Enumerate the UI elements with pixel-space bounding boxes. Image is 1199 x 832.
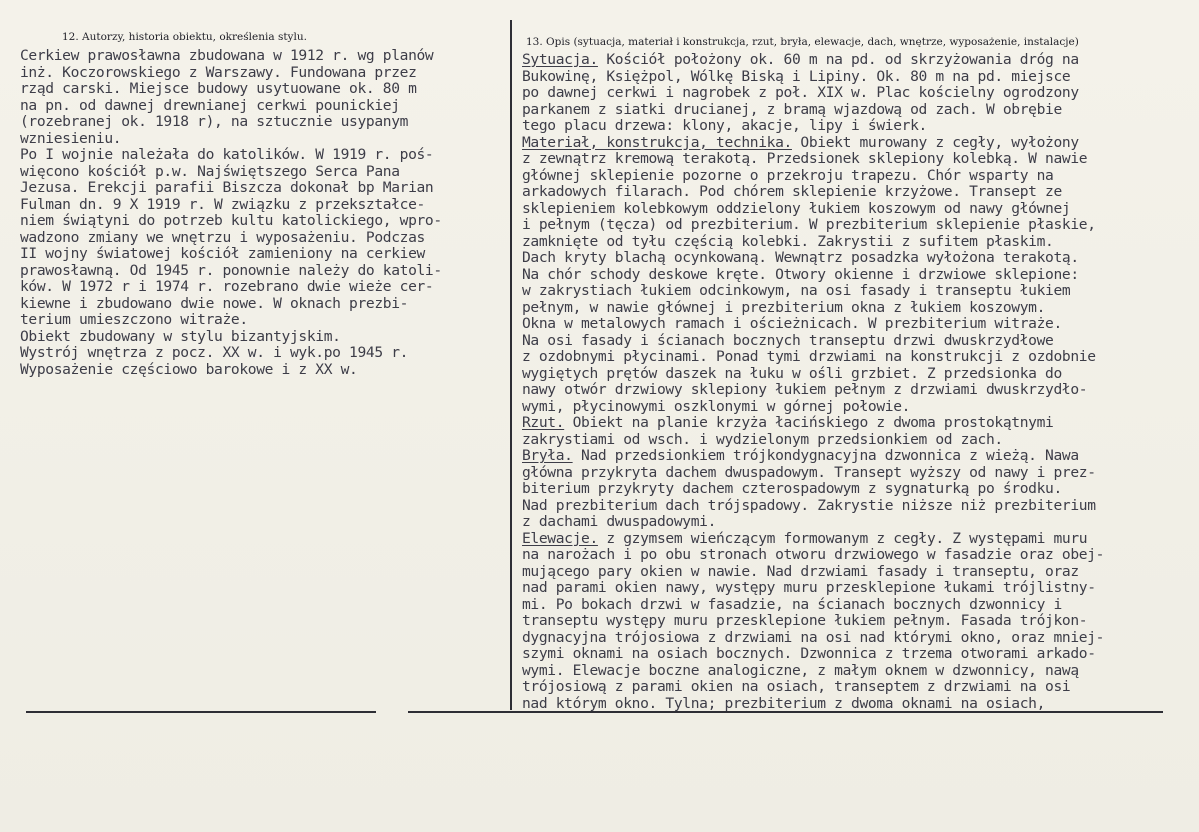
text-line <box>522 597 1192 614</box>
line-text: Bukowinę, Księżpol, Wólkę Biską i Lipiny. Ok. 80 m na pd. miejsce <box>522 67 1071 85</box>
text-line: na pn. od dawnej drewnianej cerkwi pounickiej <box>20 96 400 114</box>
line-text: mi. Po bokach drzwi w fasadzie, na ścianach bocznych dzwonnicy i <box>522 595 1062 613</box>
text-line <box>522 630 1192 647</box>
line-text: pełnym, w nawie głównej i prezbiterium okna z łukiem koszowym. <box>522 298 1046 316</box>
line-text: trójosiową z parami okien na osiach, transeptem z drzwiami na osi <box>522 678 1071 695</box>
text-line: Cerkiew prawosławna zbudowana w 1912 r. wg planów <box>20 47 434 64</box>
line-text: nad którym okno. Tylna; prezbiterium z dwoma oknami na osiach, <box>522 694 1046 712</box>
bottom-rule-left <box>26 711 376 713</box>
text-line: ków. W 1972 r i 1974 r. rozebrano dwie wieże cer- <box>20 278 434 295</box>
text-line <box>522 250 1192 267</box>
text-line <box>522 448 1192 465</box>
text-line <box>522 366 1192 383</box>
subsection-heading: Bryła. <box>522 447 573 464</box>
line-text: nad parami okien nawy, występy muru przesklepione łukami trójlistny- <box>522 579 1096 596</box>
text-line <box>522 267 1192 284</box>
line-text: sklepieniem kolebkowym oddzielony łukiem koszowym od nawy głównej <box>522 199 1071 217</box>
text-line <box>522 481 1192 498</box>
bottom-rule-right <box>408 711 1163 713</box>
text-line <box>522 498 1192 515</box>
text-line <box>522 465 1192 482</box>
subsection-heading: Elewacje. <box>522 529 598 547</box>
text-line: Obiekt zbudowany w stylu bizantyjskim. <box>20 327 341 345</box>
line-text: z gzymsem wieńczącym formowanym z cegły. Z występami muru <box>597 529 1088 547</box>
text-line <box>522 432 1192 449</box>
line-text: wygiętych prętów daszek na łuku w ośli grzbiet. Z przedsionka do <box>522 364 1062 382</box>
text-line <box>522 300 1192 317</box>
line-text: Okna w metalowych ramach i ościeżnicach. W prezbiterium witraże. <box>522 315 1062 332</box>
text-line <box>522 118 1192 135</box>
text-line <box>522 679 1192 696</box>
text-line: rząd carski. Miejsce budowy usytuowane ok. 80 m <box>20 80 417 97</box>
subsection-heading: Sytuacja. <box>522 51 598 68</box>
section-13-title: 13. Opis (sytuacja, materiał i konstrukcja, rzut, bryła, elewacje, dach, wnętrze, wyposażenie, instalacje) <box>526 36 1079 48</box>
text-line: wadzono zmiany we wnętrzu i wyposażeniu. Podczas <box>20 228 425 246</box>
text-line <box>522 696 1192 713</box>
line-text: z ozdobnymi płycinami. Ponad tymi drzwiami na konstrukcji z ozdobnie <box>522 348 1096 365</box>
text-line <box>522 382 1192 399</box>
text-line <box>522 52 1192 69</box>
text-line <box>522 135 1192 152</box>
text-line: Wyposażenie częściowo barokowe i z XX w. <box>20 360 358 378</box>
subsection-heading: Materiał, konstrukcja, technika. <box>522 133 792 151</box>
line-text: głównej sklepienie pozorne o przekroju trapezu. Chór wsparty na <box>522 166 1054 184</box>
text-line <box>522 580 1192 597</box>
line-text: Kościół położony ok. 60 m na pd. od skrzyżowania dróg na <box>597 51 1079 68</box>
line-text: i pełnym (tęcza) od prezbiterium. W prezbiterium sklepienie płaskie, <box>522 216 1096 233</box>
text-line <box>522 283 1192 300</box>
text-line <box>522 613 1192 630</box>
text-line: (rozebranej ok. 1918 r), na sztucznie usypanym <box>20 113 409 130</box>
text-line <box>522 201 1192 218</box>
line-text: dygnacyjna trójosiowa z drzwiami na osi nad którymi okno, oraz mniej- <box>522 628 1105 646</box>
section-12-text <box>20 48 505 378</box>
line-text: mującego pary okien w nawie. Nad drzwiami fasady i transeptu, oraz <box>522 562 1079 580</box>
line-text: wymi, płycinowymi oszklonymi w górnej połowie. <box>522 397 911 415</box>
text-line: Fulman dn. 9 X 1919 r. W związku z przekształce- <box>20 195 425 213</box>
column-divider <box>510 20 512 710</box>
line-text: tego placu drzewa: klony, akacje, lipy i świerk. <box>522 117 927 134</box>
text-line <box>522 85 1192 102</box>
line-text: szymi oknami na osiach bocznych. Dzwonnica z trzema otworami arkado- <box>522 645 1096 662</box>
text-line: Po I wojnie należała do katolików. W 1919 r. poś- <box>20 146 434 163</box>
text-line <box>522 646 1192 663</box>
text-line: kiewne i zbudowano dwie nowe. W oknach prezbi- <box>20 294 409 312</box>
line-text: zakrystiami od wsch. i wydzielonym przedsionkiem od zach. <box>522 430 1003 448</box>
line-text: Obiekt murowany z cegły, wyłożony <box>791 133 1079 151</box>
line-text: po dawnej cerkwi i nagrobek z poł. XIX w. Plac kościelny ogrodzony <box>522 84 1079 101</box>
text-line: terium umieszczono witraże. <box>20 311 248 328</box>
text-line: prawosławną. Od 1945 r. ponownie należy do katoli- <box>20 261 442 279</box>
text-line: niem świątyni do potrzeb kultu katolickiego, wpro- <box>20 212 442 229</box>
text-line <box>522 415 1192 432</box>
line-text: główna przykryta dachem dwuspadowym. Transept wyższy od nawy i prez- <box>522 463 1096 481</box>
subsection-heading: Rzut. <box>522 414 565 431</box>
text-line <box>522 547 1192 564</box>
text-line <box>522 333 1192 350</box>
line-text: nawy otwór drzwiowy sklepiony łukiem pełnym z drzwiami dwuskrzydło- <box>522 381 1088 398</box>
text-line <box>522 663 1192 680</box>
text-line <box>522 151 1192 168</box>
text-line <box>522 316 1192 333</box>
text-line <box>522 514 1192 531</box>
line-text: z zewnątrz kremową terakotą. Przedsionek sklepiony kolebką. W nawie <box>522 150 1088 167</box>
line-text: Nad prezbiterium dach trójspadowy. Zakrystie niższe niż prezbiterium <box>522 496 1096 514</box>
line-text: w zakrystiach łukiem odcinkowym, na osi fasady i transeptu łukiem <box>522 282 1071 299</box>
line-text: transeptu występy muru przesklepione łukiem pełnym. Fasada trójkon- <box>522 612 1088 629</box>
text-line <box>522 399 1192 416</box>
text-line: inż. Koczorowskiego z Warszawy. Fundowana przez <box>20 63 417 81</box>
line-text: Nad przedsionkiem trójkondygnacyjna dzwonnica z wieżą. Nawa <box>572 447 1079 464</box>
line-text: Obiekt na planie krzyża łacińskiego z dwoma prostokątnymi <box>564 414 1054 431</box>
line-text: Na chór schody deskowe kręte. Otwory okienne i drzwiowe sklepione: <box>522 265 1079 283</box>
text-line: Wystrój wnętrza z pocz. XX w. i wyk.po 1945 r. <box>20 344 409 361</box>
line-text: biterium przykryty dachem czterospadowym z sygnaturką po środku. <box>522 480 1062 497</box>
line-text: wymi. Elewacje boczne analogiczne, z małym oknem w dzwonnicy, nawą <box>522 661 1079 679</box>
text-line <box>522 184 1192 201</box>
line-text: z dachami dwuspadowymi. <box>522 513 717 530</box>
text-line <box>522 217 1192 234</box>
text-line <box>522 349 1192 366</box>
line-text: zamknięte od tyłu częścią kolebki. Zakrystii z sufitem płaskim. <box>522 232 1054 250</box>
line-text: na narożach i po obu stronach otworu drzwiowego w fasadzie oraz obej- <box>522 546 1105 563</box>
text-line <box>522 531 1192 548</box>
section-13-text <box>522 52 1192 712</box>
line-text: arkadowych filarach. Pod chórem sklepienie krzyżowe. Transept ze <box>522 183 1062 200</box>
text-line <box>522 564 1192 581</box>
text-line: Jezusa. Erekcji parafii Biszcza dokonał bp Marian <box>20 179 434 196</box>
text-line <box>522 102 1192 119</box>
text-line <box>522 168 1192 185</box>
text-line: wzniesieniu. <box>20 129 122 147</box>
text-line <box>522 69 1192 86</box>
line-text: Na osi fasady i ścianach bocznych transeptu drzwi dwuskrzydłowe <box>522 331 1054 349</box>
text-line: II wojny światowej kościół zamieniony na cerkiew <box>20 245 425 262</box>
text-line <box>522 234 1192 251</box>
line-text: parkanem z siatki drucianej, z bramą wjazdową od zach. W obrębie <box>522 100 1062 118</box>
text-line: więcono kościół p.w. Najświętszego Serca Pana <box>20 162 400 180</box>
line-text: Dach kryty blachą ocynkowaną. Wewnątrz posadzka wyłożona terakotą. <box>522 249 1079 266</box>
section-12-title: 12. Autorzy, historia obiektu, określenia stylu. <box>62 31 307 43</box>
